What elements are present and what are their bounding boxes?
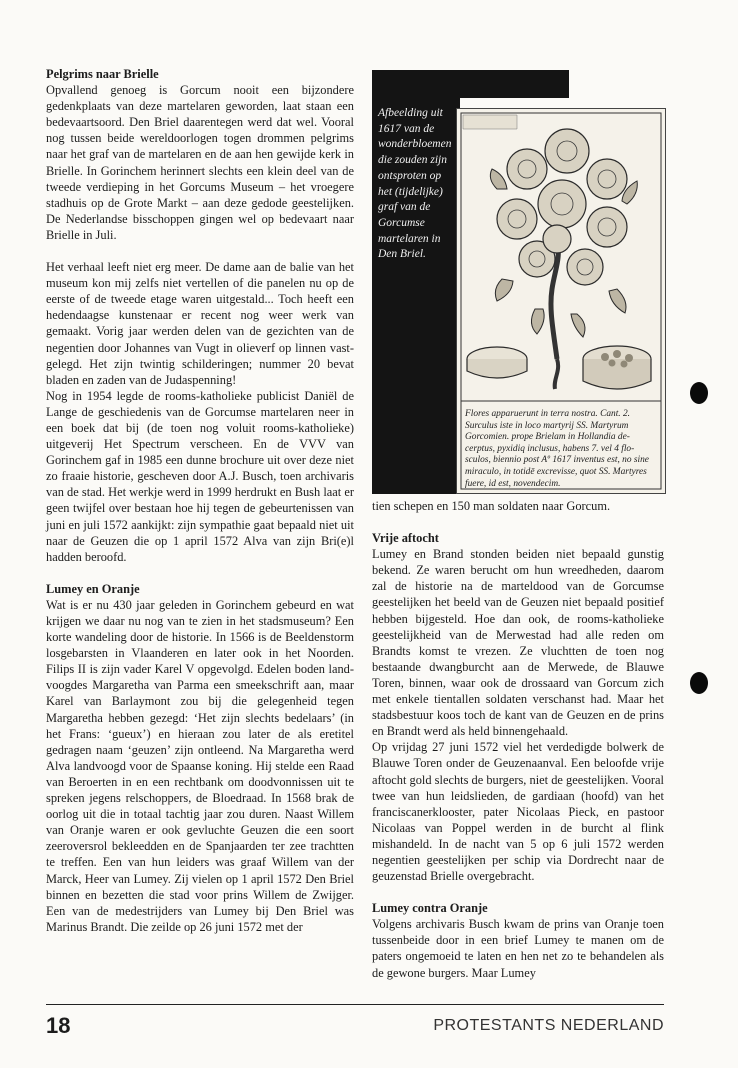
page-number: 18 <box>46 1013 71 1038</box>
paragraph: Nog in 1954 legde de rooms-katholieke publicist Daniël de Lange de geschiedenis van de Gorcumse martelaren neer in een boek dat bij (de toen nog voluit rooms-katholieke) uitgeverij Het Spectrum verscheen. En de VVV van Gorinchem gaf in 1985 een dunne brochure uit over deze niet zo fraaie historie, gescheven door A.J. Busch, toen archivaris van de stad. Het werkje werd in 1999 herdrukt en Bush laat er geen twijfel over bestaan hoe hij tegen de gebeurtenissen van juni en juli 1572 aankijkt: zijn sympathie gaat bepaald niet uit naar de Geuzen die op 1 april 1572 Alva van zijn Bri(e)l hadden beroofd. <box>46 388 354 564</box>
paragraph: Het verhaal leeft niet erg meer. De dame aan de balie van het museum kon mij zelfs niet vertellen of die panelen nu op de eerste of de tweede etage waren uitgestald... Toch heeft een hedendaagse kunstenaar er recent nog weer werk van gemaakt. Vorig jaar werden delen van de gezichten van de negentien door Johannes van Vugt in olieverf op linnen vastgelegd. Het zijn twintig schilderingen; nummer 20 bevat bladen en zaden van de Judaspenning! <box>46 260 354 387</box>
section-heading-lumey-en-oranje: Lumey en Oranje <box>46 581 140 596</box>
paragraph: Volgens archivaris Busch kwam de prins van Oranje toen tussenbeide door in een brief Lumey te manen om de paters ongemoeid te laten en hen net zo te behandelen als de gewone burgers. Maar Lumey <box>372 917 664 980</box>
paragraph: Op vrijdag 27 juni 1572 viel het verdedigde bolwerk de Blauwe Toren onder de Geuzenaanval. Een beloofde vrije aftocht gold slechts de burgers, niet de geestelijken. Vooral twee van hun leidslieden, de gardiaan (hoofd) van het franciscanerklooster, pater Nicolaas Pieck, en pastoor Nicolaas van Poppel werden in de burcht al flink mishandeld. In de nacht van 5 op 6 juli 1572 werden negentien geestelijken per schip via Dordrecht naar de geuzenstad Brielle overgebracht. <box>372 740 664 884</box>
paragraph: Lumey en Brand stonden beiden niet bepaald gunstig bekend. Ze waren berucht om hun wreedheden, daarom zal de historie na de marteldood van de Gorcumse geestelijken het beeld van de Geuzen niet bepaald positief hebben bijgesteld. Hoe dan ook, de rooms-katholieke geestelijkheid van de Merwestad had alle reden om Brandts komst te vrezen. Ze vluchtten de toen nog bestaande dwangburcht aan de Merwede, de Blauwe Toren, binnen, waar ook de drossaard van Gorcum zich met enkele tientallen soldaten verschanst had. Maar het stadsbestuur koos toch de kant van de Geuzen en de prins en Brandt werd als held binnengehaald. <box>372 547 664 739</box>
right-column <box>372 498 664 981</box>
figure-caption: Afbeelding uit 1617 van de wonderbloemen die zouden zijn ontsproten op het (tijdelijke) graf van de Gorcumse martelaren in Den Briel. <box>378 107 452 261</box>
paragraph-continuation: tien schepen en 150 man soldaten naar Gorcum. <box>372 499 611 513</box>
footer-rule <box>46 1004 664 1005</box>
section-heading-vrije-aftocht: Vrije aftocht <box>372 531 439 546</box>
paragraph: Wat is er nu 430 jaar geleden in Gorinchem gebeurd en wat krijgen we daar nu nog van te zien in het stadsmuseum? Een korte wandeling door de historie. In 1566 is de Beeldenstorm losgebarsten in Vlaanderen en later ook in het Noorden. Filips II is zijn vader Karel V opgevolgd. Edelen boden landvoogdes Margaretha van Parma een smeekschrift aan, maar Karel van Barlaymont zou bij die gelegenheid tegen Margaretha hebben gezegd: ‘Het zijn slechts bedelaars’ (in het Frans: ‘gueux’) en hieraan zou later de als eretitel gedragen naam ‘geuzen’ zijn ontleend. Na Margaretha werd Alva landvoogd voor de Spaanse koning. Hij stelde een Raad van Beroerten in en een rechtbank om doodvonnissen uit te spreken jegens relschoppers, de Bloedraad. In 1568 brak de oorlog uit die in totaal tachtig jaar zou duren. Naast Willem van Oranje waren er ook gevluchte Geuzen die een soort zeeroversrol bekleedden en de Spanjaarden ter zee trachtten te treffen. Een van hun leiders was graaf Willem van der Marck, Heer van Lumey. Zij vielen op 1 april 1572 Den Briel binnen en bezetten die stad voor prins Willem de Zwijger. Een van de medestrijders van Lumey bij Den Briel was Marinus Brandt. Die zeilde op 26 juni 1572 met der <box>46 597 354 934</box>
section-heading-pelgrims: Pelgrims naar Brielle <box>46 67 159 81</box>
section-heading-lumey-contra-oranje: Lumey contra Oranje <box>372 901 488 916</box>
latin-inscription: Flores apparuerunt in terra nostra. Cant. 2. Surculus iste in loco martyrij SS. Martyrum Gorcomien. prope Brielam in Hollandia decerptus, pyxidiq inclusus, habens 7. vel 4 flosculos, biennio post Aº 1617 inventus est, no sine miraculo, in totidē excrevisse, quot SS. Martyres fuere, id est, novendecim. <box>465 409 649 489</box>
publication-name: PROTESTANTS NEDERLAND <box>433 1017 664 1034</box>
caption-box <box>372 70 460 494</box>
figure <box>372 70 664 494</box>
left-column <box>46 66 354 935</box>
paragraph: Opvallend genoeg is Gorcum nooit een bijzondere gedenkplaats van deze martelaren geworden, laat staan een bedevaartsoord. Den Briel daarentegen werd dat wel. Vooral nog tussen beide wereldoorlogen togen drommen pelgrims naar het graf van de martelaren en de aan hen gewijde kerk in Brielle. In Gorinchem herinnert slechts een klein deel van de tweede verdieping in het Gorcums Museum – het vroegere stadhuis op de Grote Markt – aan deze gedode geestelijken. De Nederlandse bisschoppen gingen wel op bedevaart naar Brielle in Juli. <box>46 83 354 242</box>
engraving-image <box>456 108 666 494</box>
binder-hole-icon <box>690 382 708 404</box>
binder-hole-icon <box>690 672 708 694</box>
